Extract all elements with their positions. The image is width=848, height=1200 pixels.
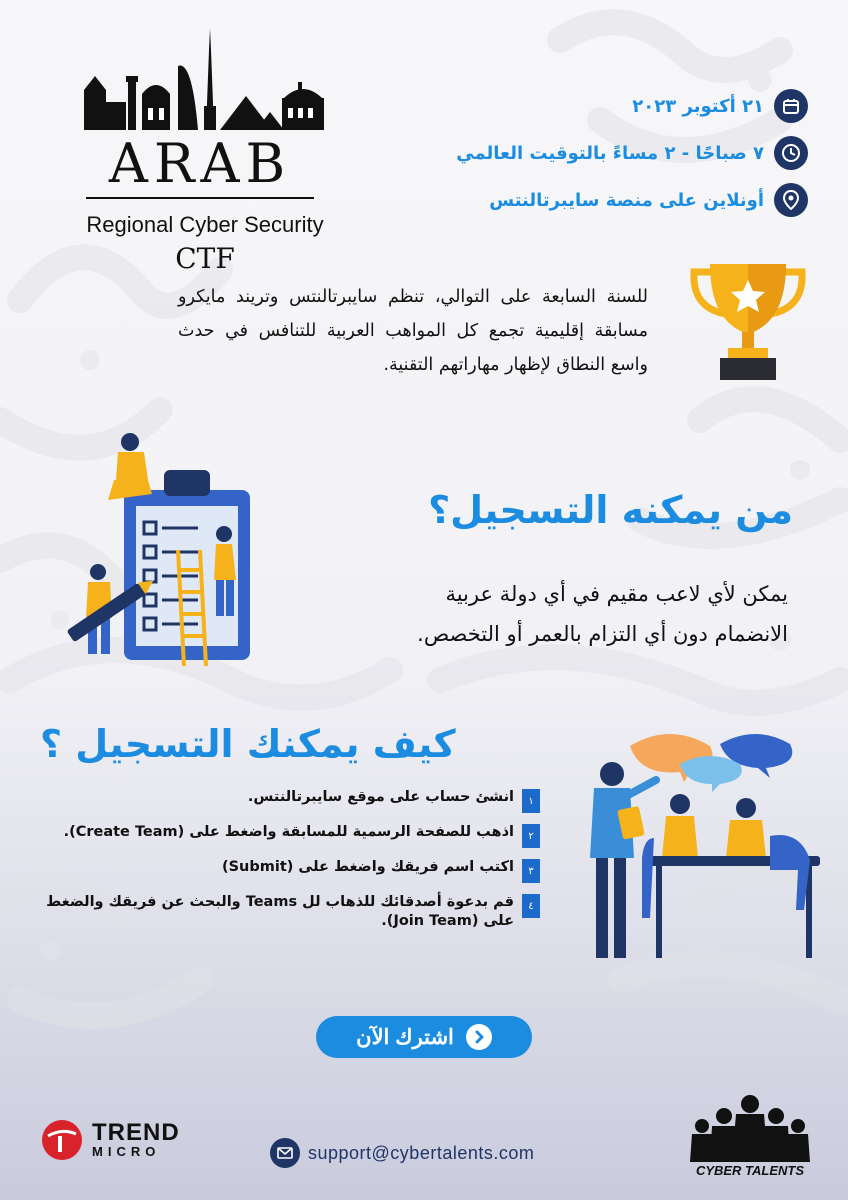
registration-steps-list (30, 788, 540, 941)
who-can-register-text: يمكن لأي لاعب مقيم في أي دولة عربية الانضمام دون أي التزام بالعمر أو التخصص. (417, 582, 788, 646)
cyber-talents-silhouettes (690, 1092, 810, 1162)
team-meeting-illustration (570, 728, 820, 978)
step-number: ٣ (522, 859, 540, 883)
step-text: انشئ حساب على موقع سايبرتالنتس. (247, 789, 514, 805)
info-date-row (632, 86, 808, 126)
event-time: ٧ صباحًا - ٢ مساءً بالتوقيت العالمي (456, 142, 764, 164)
arab-ctf-logo (70, 20, 340, 275)
registration-step (30, 858, 540, 883)
step-text: قم بدعوة أصدقائك للذهاب لل Teams والبحث عن فريقك والضغط على (Join Team). (46, 894, 514, 929)
support-email-link[interactable]: support@cybertalents.com (308, 1142, 535, 1163)
event-location: أونلاين على منصة سايبرتالنتس (489, 189, 764, 211)
step-number: ٢ (522, 824, 540, 848)
step-text: اذهب للصفحة الرسمية للمسابقة واضغط على (Create Team). (63, 824, 514, 840)
how-to-register-title: كيف يمكنك التسجيل ؟ (40, 722, 456, 766)
location-pin-icon (774, 183, 808, 217)
info-location-row (489, 180, 808, 220)
register-now-label: اشترك الآن (356, 1025, 454, 1049)
who-can-register-title: من يمكنه التسجيل؟ (428, 488, 793, 532)
play-arrow-icon (466, 1024, 492, 1050)
trophy-icon (688, 258, 808, 388)
envelope-icon (270, 1138, 300, 1168)
registration-step (30, 893, 540, 931)
registration-clipboard-illustration (58, 430, 278, 670)
support-contact (270, 1138, 534, 1168)
logo-ctf: CTF (175, 242, 235, 275)
logo-divider (86, 197, 314, 199)
registration-step (30, 788, 540, 813)
trend-micro-line1: TREND (92, 1119, 180, 1146)
step-text: اكتب اسم فريقك واضغط على (Submit) (221, 859, 514, 875)
intro-paragraph: للسنة السابعة على التوالي، تنظم سايبرتالنتس وتريند مايكرو مسابقة إقليمية تجمع كل المواهب العربية للتنافس في حدث واسع النطاق لإظهار مهاراتهم التقنية. (178, 287, 648, 375)
step-number: ٤ (522, 894, 540, 918)
cyber-talents-wordmark: CYBER TALENTS (695, 1163, 805, 1178)
trend-micro-emblem-icon (40, 1118, 84, 1162)
clock-icon (774, 136, 808, 170)
registration-step (30, 823, 540, 848)
register-now-button[interactable] (316, 1016, 532, 1058)
logo-title: ARAB (108, 132, 292, 195)
cyber-talents-logo (690, 1092, 810, 1178)
trend-micro-line2: MICRO (92, 1144, 161, 1159)
info-time-row (456, 133, 808, 173)
trend-micro-logo (40, 1118, 180, 1162)
logo-subtitle: Regional Cyber Security (86, 212, 324, 237)
calendar-icon (774, 89, 808, 123)
skyline-illustration (70, 20, 340, 130)
step-number: ١ (522, 789, 540, 813)
event-date: ٢١ أكتوبر ٢٠٢٣ (632, 95, 764, 117)
